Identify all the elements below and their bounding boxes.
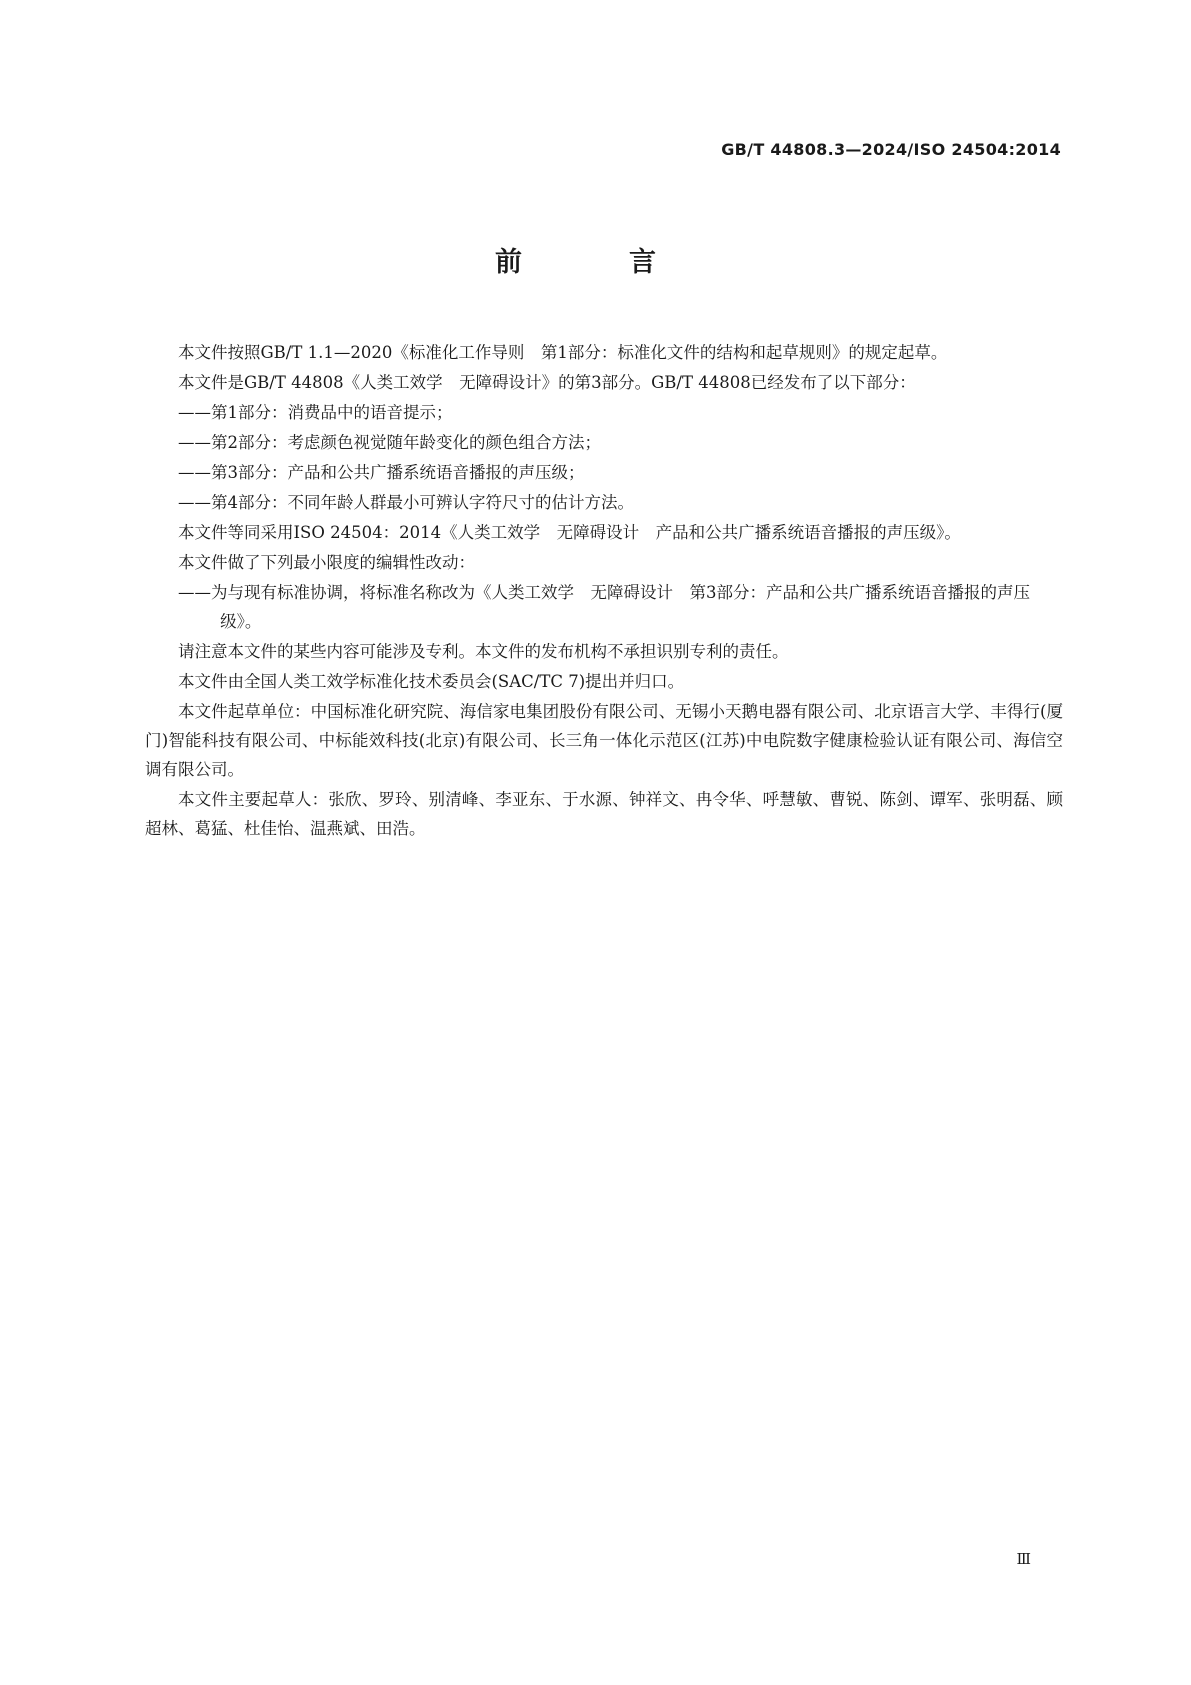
standard-code: GB/T 44808.3—2024/ISO 24504:2014 xyxy=(721,140,1061,159)
page-title: 前 言 xyxy=(495,247,696,278)
change-text: ——为与现有标准协调，将标准名称改为《人类工效学 无障碍设计 第3部分：产品和公共广播系统语音播报的声压级》。 xyxy=(178,583,1030,631)
paragraph-editorial-changes: 本文件做了下列最小限度的编辑性改动： xyxy=(178,553,475,572)
paragraph-drafting-rules: 本文件按照GB/T 1.1—2020《标准化工作导则 第1部分：标准化文件的结构和起草规则》的规定起草。 xyxy=(178,343,948,362)
list-item-change-1 xyxy=(145,578,1063,636)
paragraph-drafters: 本文件主要起草人：张欣、罗玲、别清峰、李亚东、于水源、钟祥文、冉令华、呼慧敏、曹锐、陈剑、谭军、张明磊、顾超林、葛猛、杜佳怡、温燕斌、田浩。 xyxy=(145,790,1063,838)
list-item-part-2: ——第2部分：考虑颜色视觉随年龄变化的颜色组合方法； xyxy=(178,433,601,452)
paragraph-series-intro: 本文件是GB/T 44808《人类工效学 无障碍设计》的第3部分。GB/T 44808已经发布了以下部分： xyxy=(178,373,916,392)
list-item-part-1: ——第1部分：消费品中的语音提示； xyxy=(178,403,453,422)
list-item-part-3: ——第3部分：产品和公共广播系统语音播报的声压级； xyxy=(178,463,585,482)
list-item-part-4: ——第4部分：不同年龄人群最小可辨认字符尺寸的估计方法。 xyxy=(178,493,634,512)
paragraph-proposer: 本文件由全国人类工效学标准化技术委员会(SAC/TC 7)提出并归口。 xyxy=(178,672,685,691)
paragraph-drafting-units: 本文件起草单位：中国标准化研究院、海信家电集团股份有限公司、无锡小天鹅电器有限公司、北京语言大学、丰得行(厦门)智能科技有限公司、中标能效科技(北京)有限公司、长三角一体化示范区(江苏)中电院数字健康检验认证有限公司、海信空调有限公司。 xyxy=(145,702,1063,779)
paragraph-adoption: 本文件等同采用ISO 24504：2014《人类工效学 无障碍设计 产品和公共广播系统语音播报的声压级》。 xyxy=(178,523,961,542)
page-number: Ⅲ xyxy=(1016,1550,1031,1568)
foreword-body xyxy=(145,338,1063,844)
paragraph-patent-notice: 请注意本文件的某些内容可能涉及专利。本文件的发布机构不承担识别专利的责任。 xyxy=(178,642,789,661)
